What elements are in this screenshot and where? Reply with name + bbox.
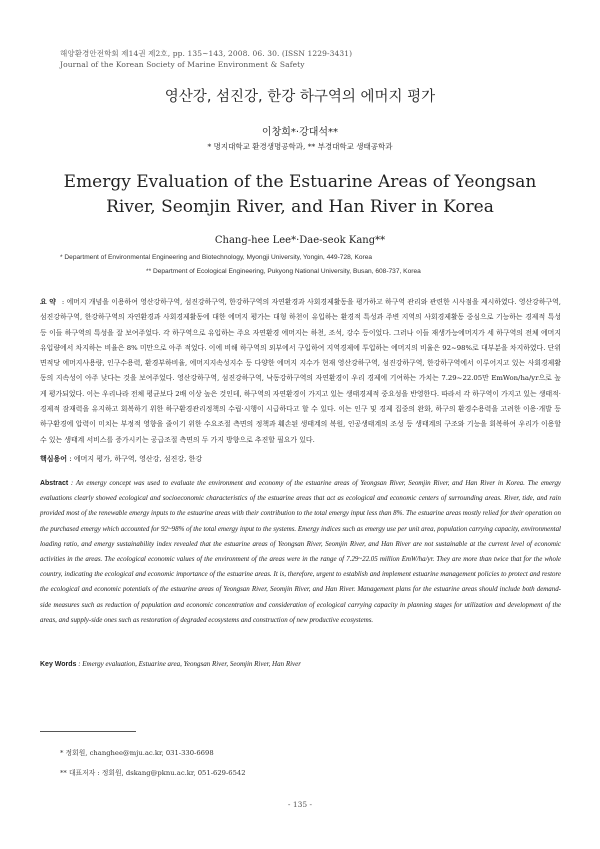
journal-name-line: Journal of the Korean Society of Marine Environment & Safety (60, 60, 305, 69)
journal-citation-line: 해양환경안전학회 제14권 제2호, pp. 135~143, 2008. 06. 30. (ISSN 1229-3431) (60, 49, 353, 58)
footnote-1: * 정회원, changhee@mju.ac.kr, 031-330-6698 (60, 749, 214, 757)
page-number: - 135 - (287, 800, 313, 809)
korean-abstract (40, 295, 561, 448)
footnote-divider (40, 731, 136, 732)
english-abstract-text: : An emergy concept was used to evaluate the environment and economy of the estuarine areas of Yeongsan River, Seomjin River, and Han River in Korea. The emergy evaluations clearly showed ecological and socioeconomic characteristics of the estuarine areas that act as ecological and economic centers of surrounding areas. River, tide, and rain provided most of the renewable emergy inputs to the estuarine areas with their contribution to the total emergy input less than 8%. The estuarine areas mostly relied for their operation on the purchased emergy which accounted for 92~98% of the total emergy input to the systems. Emergy indices such as emergy use per unit area, population carrying capacity, environmental loading ratio, and emergy sustainability index revealed that the estuarine areas of Yeongsan River, Seomjin River, and Han River are not sustainable at the current level of economic activities in the areas. The ecological economic values of the environment of the areas were in the range of 7.29~22.05 million EmW/ha/yr. They are more than twice that for the whole country, indicating the ecological and economic importance of the estuarine areas. It is, therefore, urgent to establish and implement estuarine management policies to protect and restore the ecological and economic potentials of the estuarine areas of Yeongsan River, Seomjin River, and Han River. Management plans for the estuarine areas should include both demand-side measures such as reduction of population and economic concentration and consideration of ecological carrying capacity in planning stages for utilization and development of the areas, and supply-side ones such as restoration of degraded ecosystems and construction of new productive ecosystems. (40, 479, 561, 624)
english-affiliation-1: * Department of Environmental Engineering and Biotechnology, Myongji University, Yongin, 449-728, Korea (60, 254, 373, 261)
english-keywords-label: Key Words (40, 661, 77, 668)
english-affiliation-2: ** Department of Ecological Engineering, Pukyong National University, Busan, 608-737, Korea (146, 268, 421, 275)
korean-abstract-text: : 에머지 개념을 이용하여 영산강하구역, 섬진강하구역, 한강하구역의 자연환경과 사회경제활동을 평가하고 하구역 관리와 관련한 시사점을 제시하였다. 영산강하구역, 섬진강하구역, 한강하구역의 자연환경과 사회경제활동에 대한 에머지 평가는 대형 하천이 유입하는 환경적 특성과 주변 지역의 사회경제활동 중심으로 기능하는 경제적 특성 등 이들 하구역의 특성을 잘 보여주었다. 각 하구역으로 유입하는 주요 자연환경 에머지는 하천, 조석, 강수 등이었다. 그러나 이들 재생가능에머지가 세 하구역의 전체 에머지 유입량에서 차지하는 비율은 8% 미만으로 아주 적었다. 이에 비해 하구역의 외부에서 구입하여 지역경제에 투입하는 에머지의 비율은 92~98%로 대부분을 차지하였다. 단위면적당 에머지사용량, 인구수용력, 환경부하비율, 에머지지속성지수 등 다양한 에머지 지수가 현재 영산강하구역, 섬진강하구역, 한강하구역에서 이루어지고 있는 사회경제활동의 지속성이 아주 낮다는 것을 보여주었다. 영산강하구역, 섬진강하구역, 낙동강하구역의 자연환경이 우리 경제에 기여하는 가치는 7.29~22.05만 EmWon/ha/yr으로 높게 평가되었다. 이는 우리나라 전체 평균보다 2배 이상 높은 것인데, 하구역의 자연환경이 가지고 있는 생태경제적 중요성을 반영한다. 따라서 각 하구역이 가지고 있는 생태적·경제적 잠재력을 유지하고 회복하기 위한 하구환경관리정책의 수립·시행이 시급하다고 할 수 있다. 이는 인구 및 경제 집중의 완화, 하구의 환경수용력을 고려한 이용·개발 등 하구환경에 압력이 미치는 부정적 영향을 줄이기 위한 수요조절 측면의 정책과 훼손된 생태계의 복원, 인공생태계의 조성 등 생태계의 구조와 기능을 회복하여 우리가 이용할 수 있는 생태계 서비스를 증가시키는 공급조절 측면의 두 가지 방향으로 추진할 필요가 있다. (40, 298, 561, 444)
english-title: Emergy Evaluation of the Estuarine Areas of Yeongsan River, Seomjin River, and Han River in Korea (63, 172, 537, 217)
korean-keywords-label: 핵심용어 (40, 455, 68, 463)
english-abstract (40, 476, 561, 628)
korean-authors: 이창희*·강대석** (261, 127, 339, 138)
footnote-2: ** 대표저자 : 정회원, dskang@pknu.ac.kr, 051-629-6542 (60, 769, 246, 777)
english-authors: Chang-hee Lee*·Dae-seok Kang** (214, 235, 386, 246)
english-keywords-text: : Emergy evaluation, Estuarine area, Yeongsan River, Seomjin River, Han River (76, 660, 301, 668)
english-keywords (40, 660, 301, 668)
korean-abstract-label: 요 약 (40, 298, 56, 306)
korean-affiliation: * 명지대학교 환경생명공학과, ** 부경대학교 생태공학과 (207, 142, 393, 151)
korean-keywords-text: : 에머지 평가, 하구역, 영산강, 섬진강, 한강 (67, 455, 203, 463)
korean-keywords (40, 454, 202, 464)
english-abstract-label: Abstract (40, 480, 69, 487)
korean-title: 영산강, 섬진강, 한강 하구역의 에머지 평가 (164, 89, 436, 105)
